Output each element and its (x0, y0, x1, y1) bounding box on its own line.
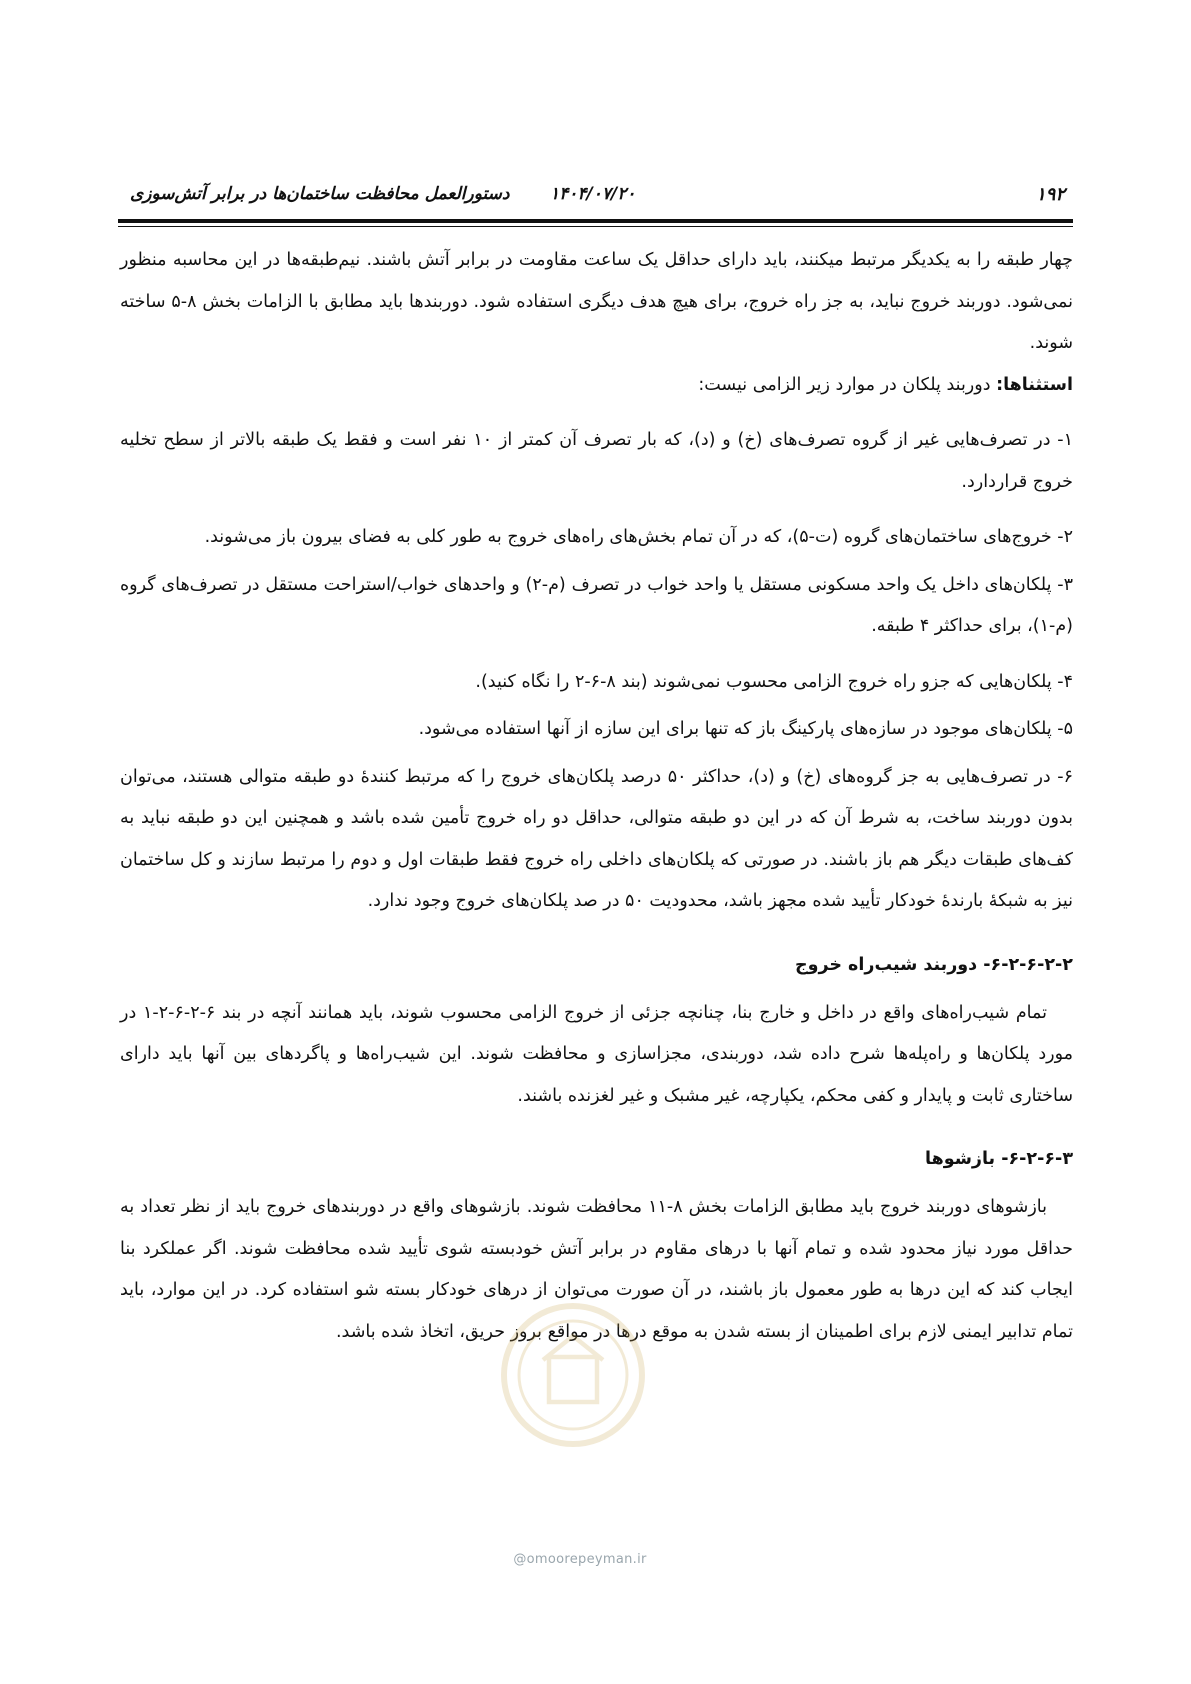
section-heading-ramp-enclosure: ۶-۲-۶-۲-۲- دوربند شیب‌راه خروج (794, 954, 1073, 975)
exception-item-1: ۱- در تصرف‌هایی غیر از گروه تصرف‌های (خ) و (د)، که بار تصرف آن کمتر از ۱۰ نفر است و فقط یک طبقه بالاتر از سطح تخلیه خروج قراردارد. (120, 430, 1074, 492)
exception-item-6: ۶- در تصرف‌هایی به جز گروه‌های (خ) و (د)، حداکثر ۵۰ درصد پلکان‌های خروج را که مرتبط کنندهٔ دو طبقه متوالی هستند، می‌توان بدون دوربند ساخت، به شرط آن که در این دو طبقه متوالی، حداقل دو راه خروج تأمین شده باشد و همچنین این دو طبقه نباید به کف‌های طبقات دیگر هم باز باشند. در صورتی که پلکان‌های داخلی راه خروج فقط طبقات اول و دوم را مرتبط سازند و کل ساختمان نیز به شبکهٔ بارندهٔ خودکار تأیید شده مجهز باشد، محدودیت ۵۰ در صد پلکان‌های خروج وجود ندارد. (120, 766, 1073, 911)
intro-paragraph: چهار طبقه را به یکدیگر مرتبط میکنند، باید دارای حداقل یک ساعت مقاومت در برابر آتش باشند. نیم‌طبقه‌ها در این محاسبه منظور نمی‌شود. دوربند خروج نباید، به جز راه خروج، برای هیچ هدف دیگری استفاده شود. دوربندها باید مطابق با الزامات بخش ۸-۵ ساخته شوند. (120, 250, 1073, 353)
running-header (120, 184, 1071, 212)
header-title: دستورالعمل محافظت ساختمان‌ها در برابر آتش‌سوزی (130, 184, 510, 204)
openings-paragraph: بازشوهای دوربند خروج باید مطابق الزامات بخش ۸-۱۱ محافظت شوند. بازشوهای واقع در دوربندهای خروج باید از نظر تعداد به حداقل مورد نیاز محدود شده و تمام آنها با درهای مقاوم در برابر آتش خودبسته شوی تأیید شده محافظت شوند. اگر عملکرد بنا ایجاب کند که این درها به طور معمول باز باشند، در آن صورت می‌توان از درهای خودکار بسته شو استفاده کرد. در این موارد، باید تمام تدابیر ایمنی لازم برای اطمینان از بسته شدن به موقع درها در مواقع بروز حریق، اتخاذ شده باشد. (120, 1197, 1073, 1342)
watermark-text: @omoorepeyman.ir (513, 1552, 647, 1567)
exception-item-3: ۳- پلکان‌های داخل یک واحد مسکونی مستقل یا واحد خواب در تصرف (م-۲) و واحدهای خواب/استراحت مستقل در تصرف‌های گروه (م-۱)، برای حداکثر ۴ طبقه. (120, 574, 1073, 636)
exception-item-4: ۴- پلکان‌هایی که جزو راه خروج الزامی محسوب نمی‌شوند (بند ۸-۶-۲ را نگاه کنید). (475, 671, 1073, 692)
ramp-paragraph: تمام شیب‌راه‌های واقع در داخل و خارج بنا، چنانچه جزئی از خروج الزامی محسوب شوند، باید همانند آنچه در بند ۶-۲-۶-۲-۱ در مورد پلکان‌ها و راه‌پله‌ها شرح داده شد، دوربندی، مجزاسازی و محافظت شوند. این شیب‌راه‌ها و پاگردهای بین آنها باید دارای ساختاری ثابت و پایدار و کفی محکم، یکپارچه، غیر مشبک و غیر لغزنده باشند. (120, 1002, 1073, 1106)
header-date: ۱۴۰۴/۰۷/۲۰ (550, 184, 636, 204)
section-heading-openings: ۶-۲-۶-۳- بازشوها (925, 1149, 1073, 1169)
exceptions-label: استثناها: (996, 374, 1073, 395)
exception-item-5: ۵- پلکان‌های موجود در سازه‌های پارکینگ باز که تنها برای این سازه از آنها استفاده می‌شود. (418, 719, 1073, 739)
header-rule-thick (118, 219, 1073, 223)
exceptions-intro: دوربند پلکان در موارد زیر الزامی نیست: (698, 374, 997, 395)
exception-item-2: ۲- خروج‌های ساختمان‌های گروه (ت-۵)، که در آن تمام بخش‌های راه‌های خروج به طور کلی به فضای بیرون باز می‌شوند. (204, 527, 1073, 547)
header-rule-thin (118, 226, 1073, 227)
page-number: ۱۹۲ (1035, 184, 1065, 205)
page-content (120, 240, 1073, 1353)
watermark-seal-icon (498, 1300, 648, 1450)
exceptions-paragraph (120, 365, 1073, 407)
